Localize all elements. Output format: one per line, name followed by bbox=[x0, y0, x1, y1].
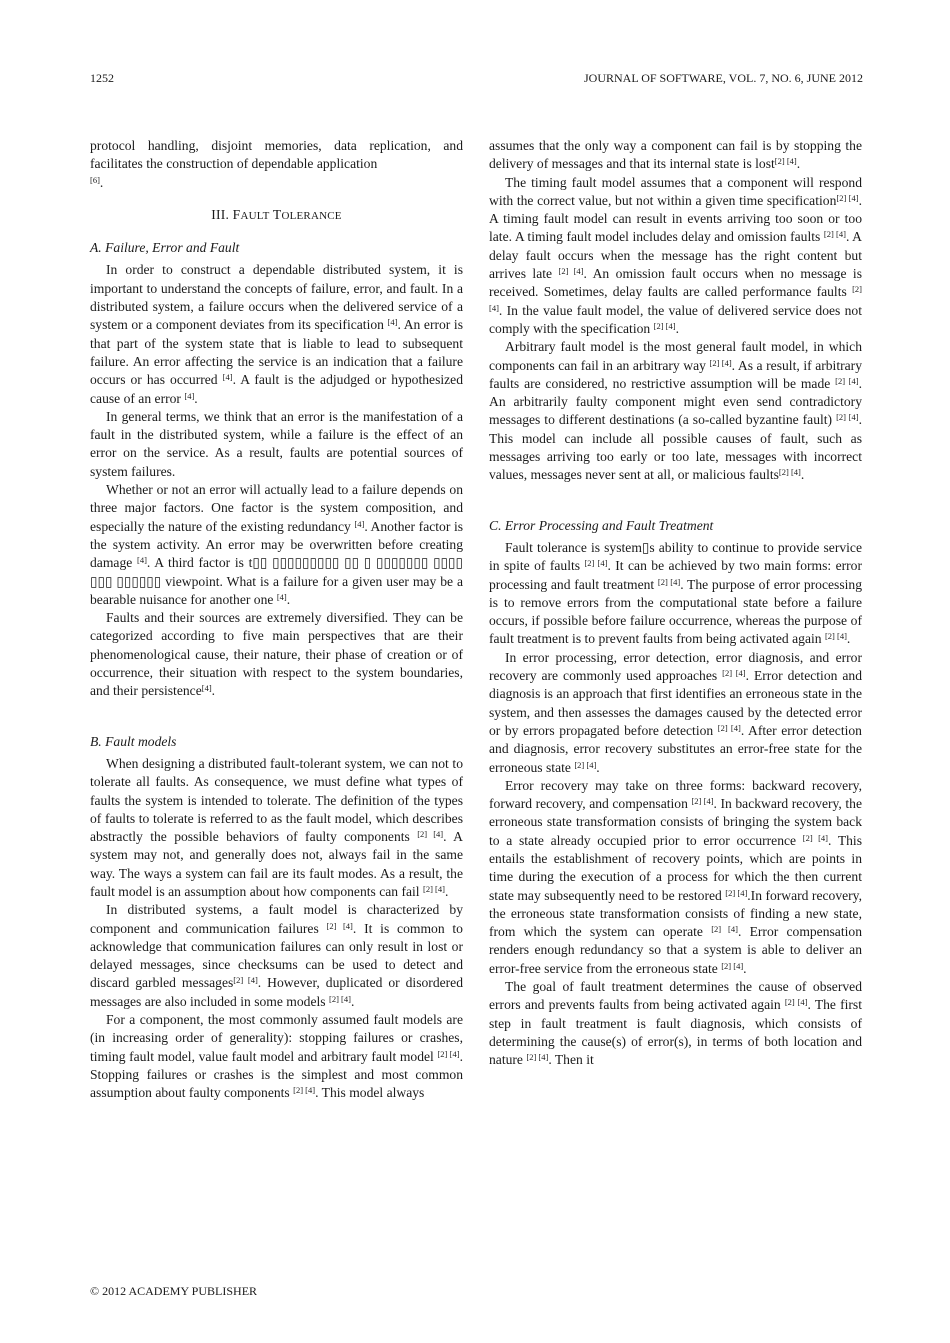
paragraph: The goal of fault treatment determines the cause of observed errors and prevents faults from being activated again [2] [4]. The first step in fault treatment is fault diagnosis, which consists of determining the cause(s) of error(s), in terms of both location and nature [2] [4]. Then it bbox=[489, 979, 862, 1068]
paragraph: Fault tolerance is system▯s ability to continue to provide service in spite of faults [2] [4]. It can be achieved by two main forms: error processing and fault treatment [2] [4]. The purpose of error processing is to remove errors from the computational state before a failure occurs, if possible before failure occurrence, whereas the purpose of fault treatment is to prevent faults from being activated again [2] [4]. bbox=[489, 539, 863, 647]
paragraph: assumes that the only way a component can fail is by stopping the delivery of messages and that its internal state is lost[2] [4]. bbox=[489, 138, 862, 172]
citation: [2] [4] bbox=[722, 668, 746, 679]
citation: [2] [4] bbox=[574, 759, 597, 770]
citation: [2] [4] bbox=[584, 558, 608, 569]
citation: [2] [4] bbox=[721, 960, 744, 971]
citation: [4] bbox=[137, 555, 147, 566]
citation: [2] [4] bbox=[653, 320, 676, 331]
citation: [2] [4] bbox=[835, 375, 859, 386]
citation: [2] [4] bbox=[526, 1052, 549, 1063]
paragraph: In order to construct a dependable distributed system, it is important to understand the concepts of failure, error, and fault. In a distributed system, a failure occurs when the delivered service of a system or a component deviates from its specification [4]. An error is that part of the system state that is liable to lead to subsequent failure. An error affecting the service is an indication that a failure occurs or has occurred [4]. A fault is the adjudged or hypothesized cause of an error [4]. bbox=[90, 262, 464, 406]
citation: [2] [4] bbox=[784, 997, 808, 1008]
citation: [2] [4] bbox=[836, 192, 859, 203]
citation: [2] [4] bbox=[328, 993, 351, 1004]
paragraph: In general terms, we think that an error is the manifestation of a fault in the distributed system, while a failure is the effect of an error on the service. As a result, faults are potential sources of system failures. bbox=[90, 408, 463, 479]
paragraph: Whether or not an error will actually lead to a failure depends on three major factors. One factor is the system composition, and especially the nature of the existing redundancy [4]. Another factor is the system activity. An error may be overwritten before creating damage [4]. A third factor is t▯▯ ▯▯▯▯▯▯▯▯▯ ▯▯ ▯ ▯▯▯▯▯▯▯ ▯▯▯▯ ▯▯▯ ▯▯▯▯▯▯ viewpoint. What is a failure for a given user may be a bearable nuisance for another one [4]. bbox=[90, 482, 464, 607]
citation: [2] [4] bbox=[836, 412, 859, 423]
citation: [4] bbox=[276, 591, 287, 602]
citation: [2] [4] bbox=[417, 829, 444, 840]
section-heading: III. FAULT TOLERANCE bbox=[211, 206, 342, 222]
paragraph: For a component, the most commonly assumed fault models are (in increasing order of generality): stopping failures or crashes, timing fault model, value fault model and arbitrary fault model [2] [4]. Stopping failures or crashes is the simplest and most common assumption about faulty components [2] [4]. This model always bbox=[90, 1012, 463, 1101]
subsection-heading: B. Fault models bbox=[90, 733, 177, 749]
right-column bbox=[489, 137, 862, 1070]
citation: [4] bbox=[222, 372, 233, 383]
citation: [2] [4] bbox=[437, 1048, 460, 1059]
citation: [2] [4] bbox=[657, 576, 681, 587]
citation: [2] [4] bbox=[326, 920, 353, 931]
subsection-heading: C. Error Processing and Fault Treatment bbox=[489, 517, 714, 533]
citation: [2] [4] bbox=[489, 284, 862, 313]
paragraph: Error recovery may take on three forms: backward recovery, forward recovery, and compensation [2] [4]. In backward recovery, the erroneous state transformation consists of bringing the system back to a state already occupied prior to error occurrence [2] [4]. This entails the establishment of recovery points, which are points in time during the execution of a process for which the then current state may subsequently need to be restored [2] [4].In forward recovery, the erroneous state transformation consists of finding a new state, from which the system can operate [2] [4]. Error compensation renders enough redundancy so that a system is able to deliver an error-free service from the erroneous state [2] [4]. bbox=[489, 777, 862, 976]
citation: [4] bbox=[184, 390, 195, 401]
paragraph: The timing fault model assumes that a component will respond with the correct value, but not within a given time specification[2] [4]. A timing fault model can result in events arriving too soon or too late. A timing fault model includes delay and omission faults [2] [4]. A delay fault occurs when the message has the right content but arrives late [2] [4]. An omission fault occurs when no message is received. Sometimes, delay faults are called performance faults [2] [4]. In the value fault model, the value of delivered service does not comply with the specification [2] [4]. bbox=[489, 174, 862, 336]
citation: [2] [4] bbox=[691, 796, 714, 807]
citation: [2] [4] bbox=[233, 975, 258, 986]
page-number: 1252 bbox=[90, 71, 114, 85]
paragraph: In error processing, error detection, error diagnosis, and error recovery are commonly used approaches [2] [4]. Error detection and diagnosis is an approach that first identifies an erroneous state in the system, and then assesses the damages caused by the detected error or by errors propagated before detection [2] [4]. After error detection and diagnosis, error recovery substitutes an error-free state for the erroneous state [2] [4]. bbox=[489, 649, 862, 775]
citation: [2] [4] bbox=[293, 1085, 316, 1096]
subsection-heading: A. Failure, Error and Fault bbox=[90, 240, 240, 256]
citation: [2] [4] bbox=[774, 156, 797, 167]
citation: [4] bbox=[387, 317, 398, 328]
citation: [6] bbox=[90, 174, 100, 185]
citation: [2] [4] bbox=[725, 887, 748, 898]
copyright-footer: © 2012 ACADEMY PUBLISHER bbox=[90, 1284, 258, 1298]
left-column bbox=[90, 137, 463, 1103]
citation: [2] [4] bbox=[709, 357, 732, 368]
citation: [2] [4] bbox=[558, 266, 584, 277]
citation: [4] bbox=[201, 683, 212, 694]
citation: [2] [4] bbox=[824, 631, 847, 642]
citation: [2] [4] bbox=[717, 722, 741, 733]
citation: [2] [4] bbox=[802, 832, 828, 843]
paragraph: Arbitrary fault model is the most general fault model, in which components can fail in an arbitrary way [2] [4]. As a result, if arbitrary faults are considered, no restrictive assumption will be made [2] [4]. An arbitrarily faulty component might even send contradictory messages to different destinations (a so-called byzantine fault) [2] [4]. This model can include all possible causes of fault, such as messages arriving too early or too late, messages with incorrect values, messages never sent at all, or malicious faults[2] [4]. bbox=[489, 339, 862, 483]
citation: [2] [4] bbox=[823, 229, 846, 240]
paragraph: In distributed systems, a fault model is characterized by component and communication failures [2] [4]. It is common to acknowledge that communication failures can only result in lost or delayed messages, since checksums can be used to detect and discard garbled messages[2] [4]. However, duplicated or disordered messages are also included in some models [2] [4]. bbox=[90, 902, 464, 1009]
citation: [2] [4] bbox=[423, 883, 445, 894]
paragraph: Faults and their sources are extremely diversified. They can be categorized according to five main perspectives that are their phenomenological cause, their nature, their phase of creation or of occurrence, their situation with respect to the system boundaries, and their persistence[4]. bbox=[90, 610, 463, 699]
running-header bbox=[90, 71, 863, 87]
citation: [4] bbox=[354, 518, 365, 529]
paragraph: protocol handling, disjoint memories, data replication, and facilitates the construction of dependable application [6]. bbox=[90, 138, 463, 190]
journal-title: JOURNAL OF SOFTWARE, VOL. 7, NO. 6, JUNE 2012 bbox=[583, 71, 863, 85]
citation: [2] [4] bbox=[711, 924, 738, 935]
paragraph: When designing a distributed fault-tolerant system, we can not to tolerate all faults. As consequence, we must define what types of faults the system is intended to tolerate. The definition of the types of faults to tolerate is referred to as the fault model, which describes abstractly the possible behaviors of faulty components [2] [4]. A system may not, and generally does not, always fail in the same way. The ways a system can fail are its fault modes. As a result, the fault model is an assumption about how components can fail [2] [4]. bbox=[90, 755, 463, 899]
citation: [2] [4] bbox=[778, 467, 801, 478]
